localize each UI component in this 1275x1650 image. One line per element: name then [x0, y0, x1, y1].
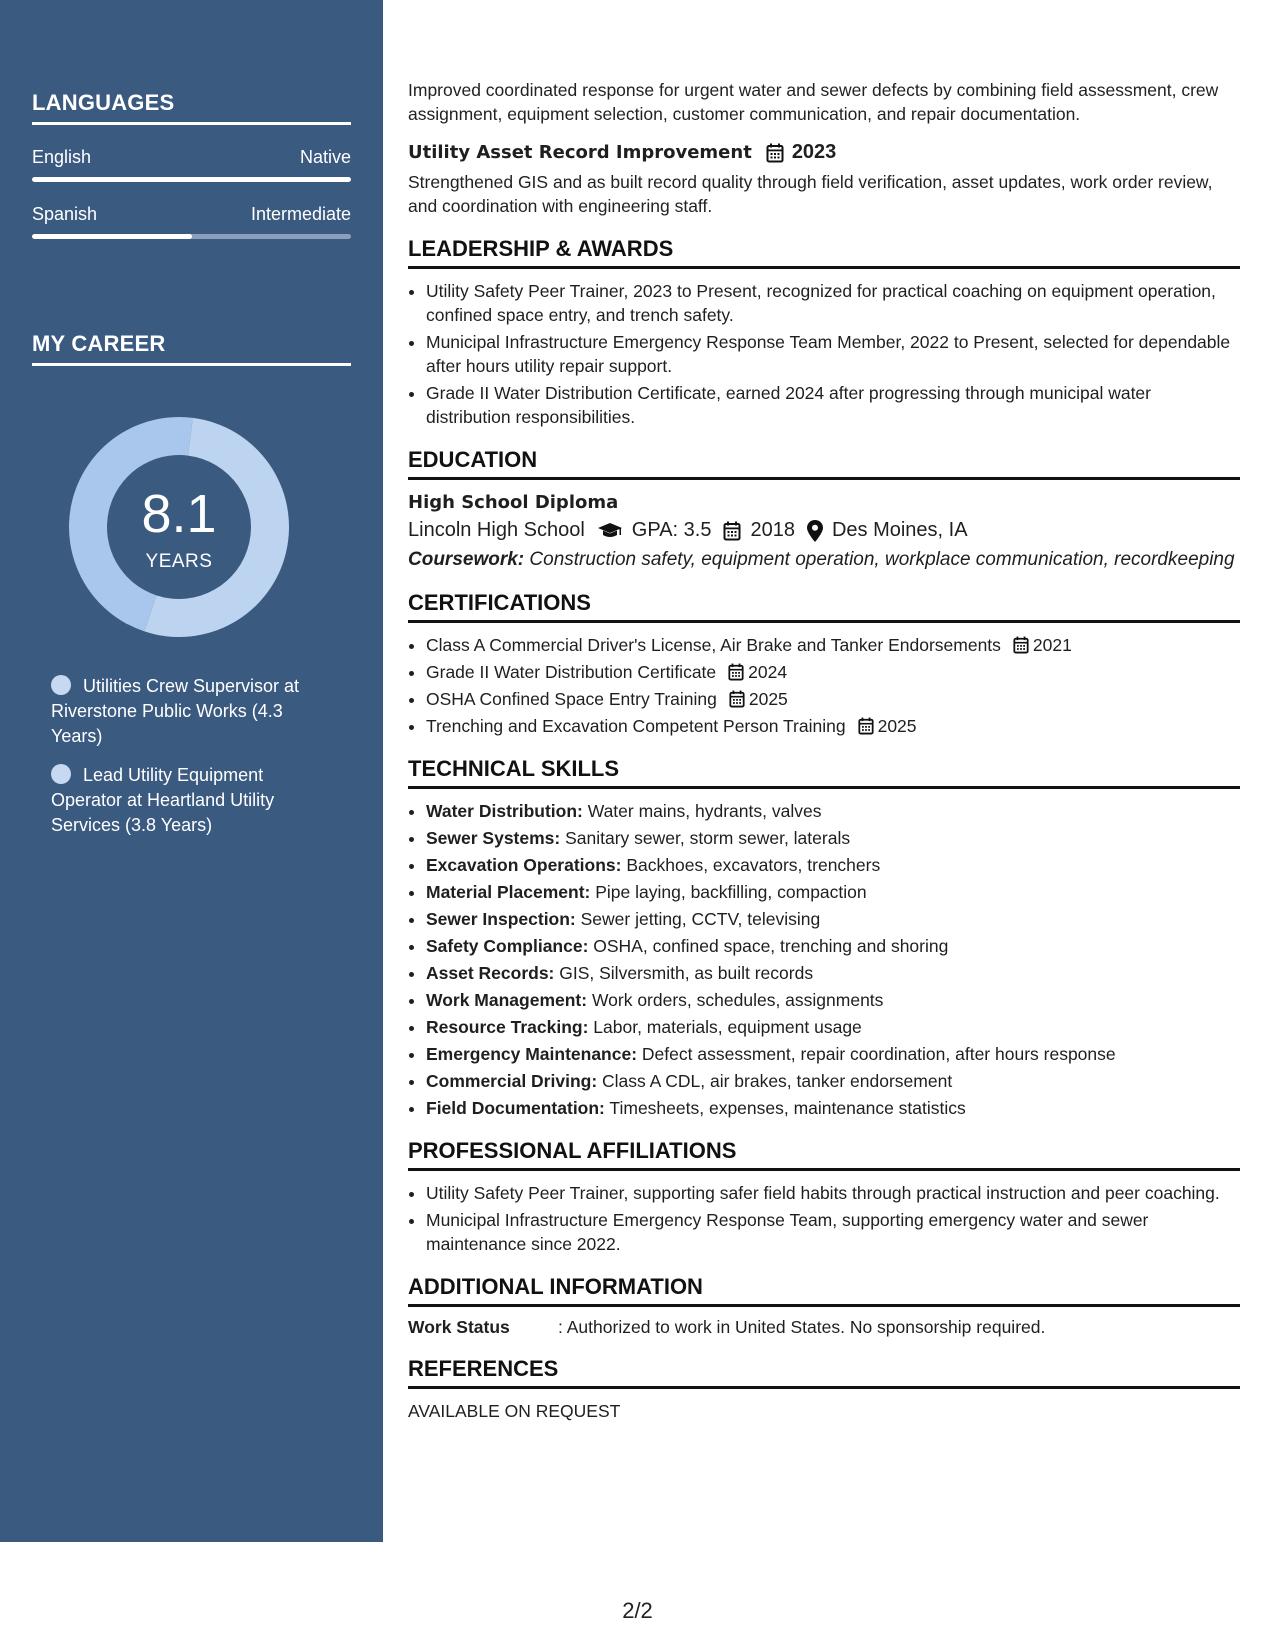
project-description: Strengthened GIS and as built record quality through field verification, asset updates, work order review, and coordination with engineering staff. [408, 172, 1213, 216]
certifications-list [408, 633, 1240, 738]
certification-item [426, 687, 1240, 711]
skill-label: Excavation Operations: [426, 855, 622, 875]
work-status-row [408, 1317, 1240, 1338]
career-total-value: 8.1 [141, 484, 217, 544]
skill-label: Water Distribution: [426, 801, 583, 821]
skill-label: Sewer Systems: [426, 828, 561, 848]
certification-year: 2025 [748, 689, 788, 709]
skill-item [426, 907, 1240, 931]
career-dot-icon [51, 764, 71, 784]
language-level: Intermediate [250, 204, 351, 224]
language-proficiency-fill [32, 177, 351, 182]
career-donut-chart [67, 415, 291, 639]
education-coursework [408, 548, 1240, 572]
language-name: Spanish [32, 204, 98, 224]
project-title-row [408, 141, 1240, 164]
skill-label: Asset Records: [426, 963, 555, 983]
skill-value: Sanitary sewer, storm sewer, laterals [560, 828, 851, 848]
language-proficiency-bar [32, 234, 351, 239]
languages-section [32, 90, 351, 239]
language-item [32, 204, 351, 239]
skill-label: Commercial Driving: [426, 1071, 598, 1091]
skill-label: Work Management: [426, 990, 588, 1010]
list-item: • Municipal Infrastructure Emergency Response Team, supporting emergency water and sewer maintenance since 2022. [426, 1208, 1240, 1256]
list-item: • Municipal Infrastructure Emergency Response Team Member, 2022 to Present, selected for dependable after hours utility repair support. [426, 330, 1240, 378]
work-status-value: : Authorized to work in United States. No sponsorship required. [558, 1317, 1046, 1337]
skill-item [426, 934, 1240, 958]
skill-label: Field Documentation: [426, 1098, 605, 1118]
career-item [51, 763, 321, 838]
certification-item [426, 660, 1240, 684]
affiliations-list [408, 1181, 1240, 1256]
skill-item [426, 880, 1240, 904]
education-meta [408, 519, 1240, 542]
career-item [51, 674, 321, 749]
skill-label: Safety Compliance: [426, 936, 589, 956]
references-text: AVAILABLE ON REQUEST [408, 1401, 621, 1421]
skills-list [408, 799, 1240, 1120]
skill-value: Class A CDL, air brakes, tanker endorsement [597, 1071, 953, 1091]
page-number: 2/2 [622, 1598, 653, 1623]
calendar-icon [723, 521, 741, 541]
career-section [32, 331, 351, 366]
skills-heading: TECHNICAL SKILLS [408, 756, 1240, 789]
list-item: • Utility Safety Peer Trainer, 2023 to Present, recognized for practical coaching on equipment operation, confined space entry, and trench safety. [426, 279, 1240, 327]
calendar-icon [858, 717, 874, 735]
skill-value: Labor, materials, equipment usage [588, 1017, 862, 1037]
graduation-cap-icon [597, 522, 623, 540]
skill-label: Material Placement: [426, 882, 591, 902]
leadership-list [408, 279, 1240, 429]
skill-value: Defect assessment, repair coordination, after hours response [637, 1044, 1116, 1064]
skill-value: OSHA, confined space, trenching and shoring [588, 936, 949, 956]
calendar-icon [1013, 636, 1029, 654]
map-pin-icon [807, 520, 823, 542]
project-year: 2023 [791, 141, 837, 163]
list-item: • Utility Safety Peer Trainer, supporting safer field habits through practical instruction and peer coaching. [426, 1181, 1240, 1205]
skill-item [426, 853, 1240, 877]
certification-name: • Grade II Water Distribution Certificate [426, 662, 717, 682]
skill-item [426, 799, 1240, 823]
main-content [408, 78, 1240, 1422]
calendar-icon [766, 143, 784, 163]
certification-year: 2021 [1032, 635, 1072, 655]
additional-heading: ADDITIONAL INFORMATION [408, 1274, 1240, 1307]
language-proficiency-bar [32, 177, 351, 182]
certification-item [426, 714, 1240, 738]
work-status-label: Work Status [408, 1317, 510, 1337]
career-dot-icon [51, 675, 71, 695]
education-heading: EDUCATION [408, 447, 1240, 480]
career-item-text: Lead Utility Equipment Operator at Heartland Utility Services (3.8 Years) [51, 765, 275, 835]
certification-name: • Class A Commercial Driver's License, Air Brake and Tanker Endorsements [426, 635, 1001, 655]
intro-text: Improved coordinated response for urgent water and sewer defects by combining field assessment, crew assignment, equipment selection, customer communication, and repair documentation. [408, 80, 1219, 124]
calendar-icon [728, 663, 744, 681]
sidebar [0, 0, 383, 1542]
career-heading: MY CAREER [32, 331, 351, 366]
coursework-label: Coursework: [408, 549, 525, 570]
language-level: Native [299, 147, 351, 167]
certification-name: • Trenching and Excavation Competent Person Training [426, 716, 846, 736]
certifications-heading: CERTIFICATIONS [408, 590, 1240, 623]
skill-item [426, 1096, 1240, 1120]
skill-value: Work orders, schedules, assignments [587, 990, 884, 1010]
skill-value: Water mains, hydrants, valves [582, 801, 822, 821]
education-gpa: GPA: 3.5 [631, 519, 712, 541]
skill-label: Resource Tracking: [426, 1017, 589, 1037]
skill-item [426, 1015, 1240, 1039]
education-year: 2018 [750, 519, 795, 541]
skill-item [426, 961, 1240, 985]
skill-item [426, 1069, 1240, 1093]
coursework-text: Construction safety, equipment operation, workplace communication, recordkeeping [524, 549, 1235, 570]
career-item-text: Utilities Crew Supervisor at Riverstone Public Works (4.3 Years) [51, 676, 300, 746]
skill-item [426, 826, 1240, 850]
education-school: Lincoln High School [408, 519, 585, 541]
skill-label: Emergency Maintenance: [426, 1044, 638, 1064]
skill-value: Timesheets, expenses, maintenance statistics [604, 1098, 966, 1118]
list-item: • Grade II Water Distribution Certificate, earned 2024 after progressing through municipal water distribution responsibilities. [426, 381, 1240, 429]
project-title: Utility Asset Record Improvement [408, 142, 752, 163]
references-heading: REFERENCES [408, 1356, 1240, 1389]
education-degree: High School Diploma [408, 492, 619, 513]
skill-item [426, 988, 1240, 1012]
education-location: Des Moines, IA [831, 519, 968, 541]
certification-name: • OSHA Confined Space Entry Training [426, 689, 717, 709]
language-proficiency-fill [32, 234, 192, 239]
affiliations-heading: PROFESSIONAL AFFILIATIONS [408, 1138, 1240, 1171]
leadership-heading: LEADERSHIP & AWARDS [408, 236, 1240, 269]
skill-value: Pipe laying, backfilling, compaction [590, 882, 867, 902]
certification-year: 2025 [877, 716, 917, 736]
skill-value: Backhoes, excavators, trenchers [621, 855, 881, 875]
calendar-icon [729, 690, 745, 708]
skill-label: Sewer Inspection: [426, 909, 576, 929]
certification-year: 2024 [748, 662, 788, 682]
skill-value: Sewer jetting, CCTV, televising [575, 909, 821, 929]
skill-value: GIS, Silversmith, as built records [554, 963, 814, 983]
career-total-unit: YEARS [145, 551, 213, 572]
career-list [51, 674, 321, 852]
language-name: English [32, 147, 92, 167]
certification-item [426, 633, 1240, 657]
skill-item [426, 1042, 1240, 1066]
language-item [32, 147, 351, 182]
languages-heading: LANGUAGES [32, 90, 351, 125]
